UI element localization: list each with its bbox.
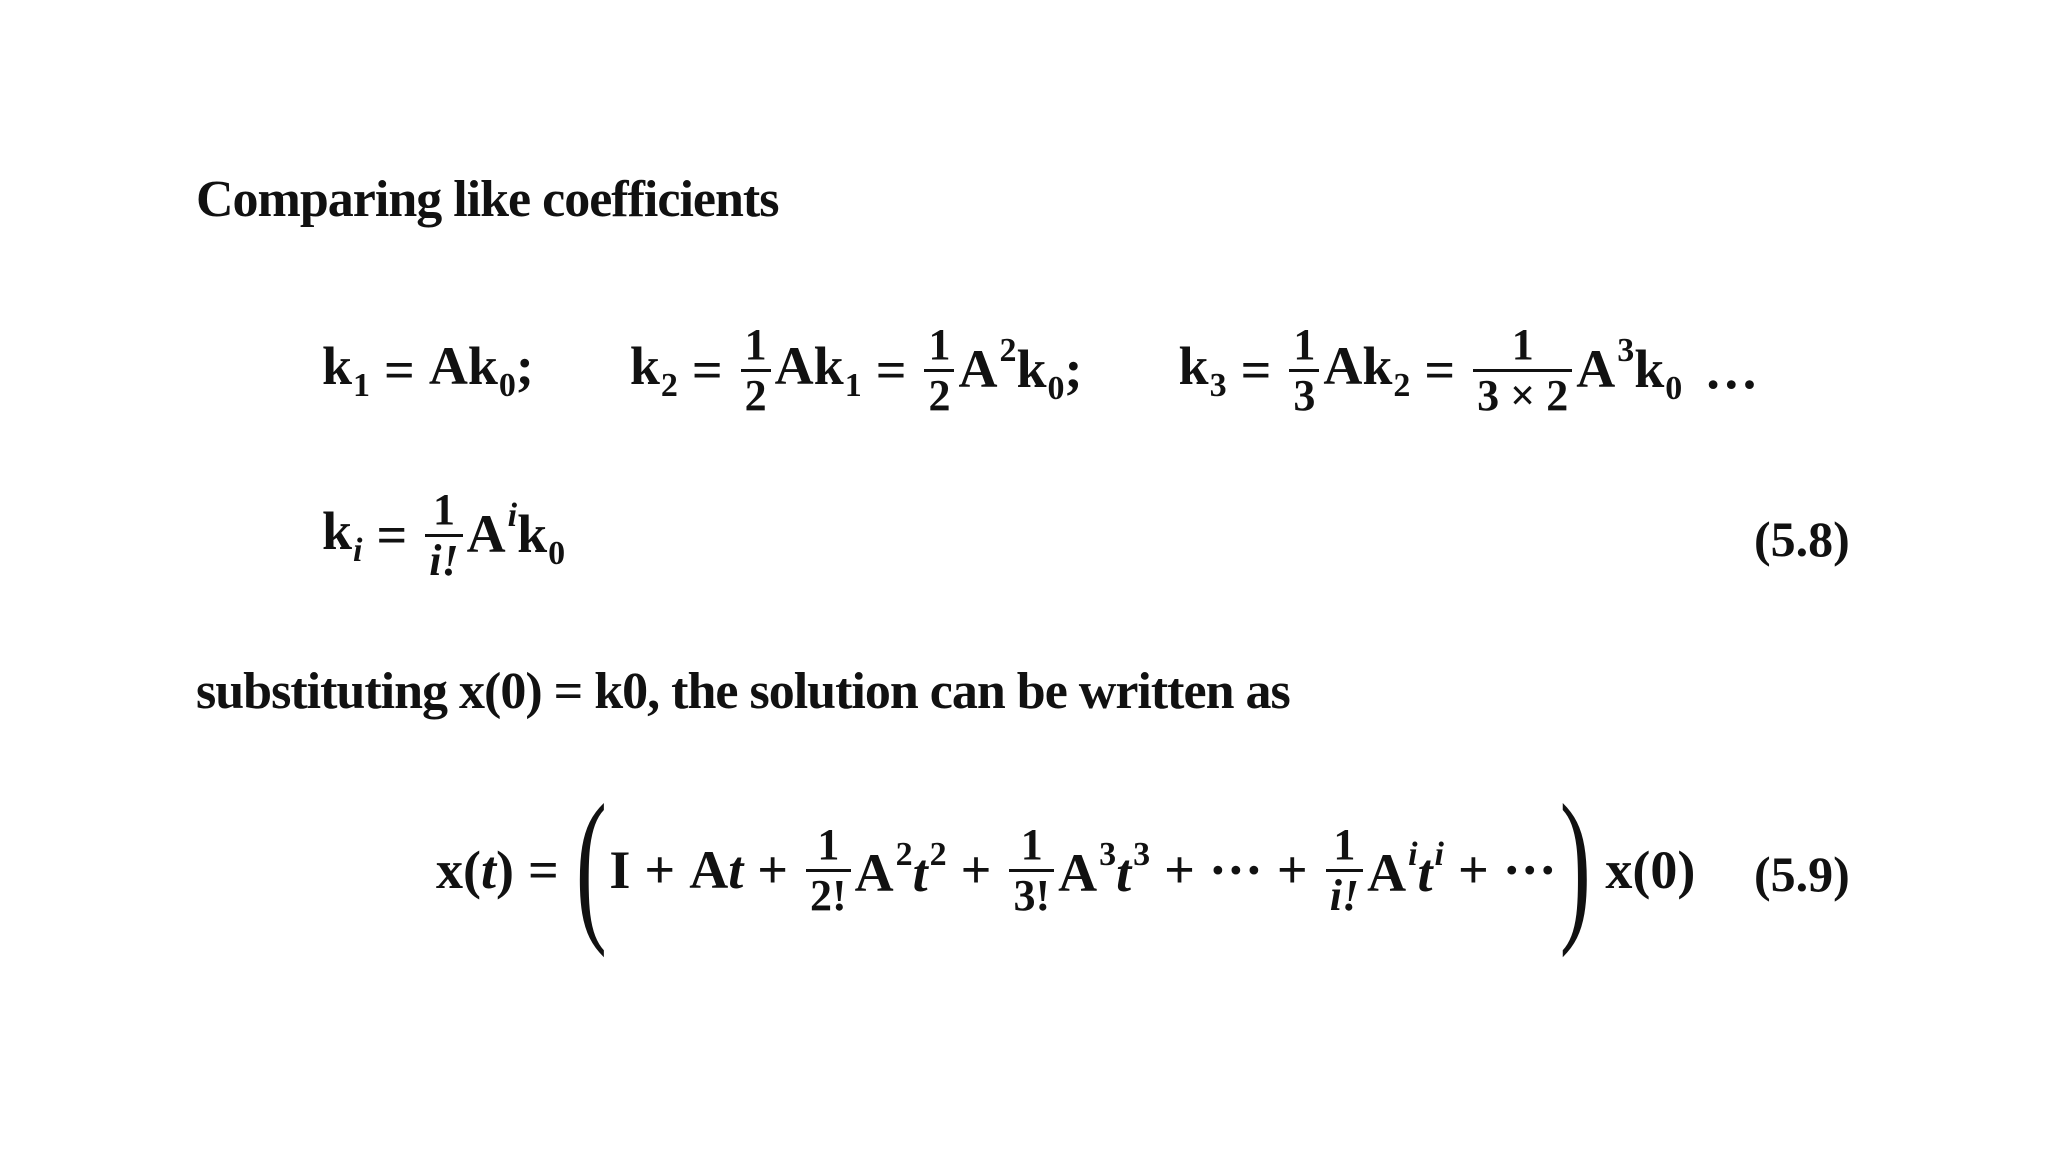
x-of-zero: x(0) [1605, 840, 1696, 900]
plus-sign: + [1276, 840, 1308, 900]
plus-sign: + [960, 840, 992, 900]
a3-t3-term: $A^3t^3$ [1058, 836, 1151, 903]
k3-symbol: $k_3$ [1178, 336, 1227, 404]
fraction-one-over-3x2: $\frac{1}{3 \times 2}$ [1473, 323, 1572, 418]
plus-sign: + [1164, 840, 1195, 900]
right-paren: ) [1559, 770, 1591, 958]
equals-sign: = [376, 505, 408, 565]
plus-sign: + [757, 840, 788, 900]
a-power-i-k0-term: $A^ik_0$ [466, 497, 566, 572]
equals-sign: = [1240, 340, 1272, 400]
equation-5-8-line-2 [322, 470, 565, 600]
plus-sign: + [644, 840, 676, 900]
k1-symbol: $k_1$ [322, 336, 371, 404]
substitution-text: substituting x(0) = k0, the solution can be written as [196, 663, 1290, 720]
a-squared-k0-term: $A^2k_0$; [958, 332, 1083, 407]
equation-number-5-8: (5.8) [1754, 511, 1850, 567]
fraction-one-over-i-factorial: $\frac{1}{i!}$ [1326, 823, 1363, 918]
equation-number-5-9: (5.9) [1754, 846, 1850, 902]
equals-sign: = [1424, 340, 1456, 400]
fraction-one-over-i-factorial: $\frac{1}{i!}$ [425, 488, 462, 583]
plus-sign: + [1457, 840, 1489, 900]
fraction-one-half: $\frac{1}{2}$ [924, 323, 954, 418]
equals-sign: = [384, 340, 415, 400]
a-k2-term: $Ak_2$ [1323, 336, 1411, 404]
a2-t2-term: $A^2t^2$ [854, 836, 947, 903]
equals-sign: = [875, 340, 907, 400]
a-k0-term: $Ak_0$; [428, 336, 534, 404]
equation-5-8-line-1 [322, 300, 1758, 440]
fraction-one-over-3-factorial: $\frac{1}{3!}$ [1009, 823, 1054, 918]
ai-ti-term: $A^it^i$ [1367, 836, 1444, 903]
equation-5-9 [436, 770, 1696, 960]
a-t-term: At [689, 840, 744, 900]
center-dots: ··· [1502, 840, 1557, 900]
equals-sign: = [527, 840, 559, 900]
intro-text: Comparing like coefficients [196, 171, 779, 228]
k2-symbol: $k_2$ [629, 336, 678, 404]
identity-matrix: I [609, 840, 631, 900]
fraction-one-half: $\frac{1}{2}$ [741, 323, 771, 418]
fraction-one-over-2-factorial: $\frac{1}{2!}$ [806, 823, 851, 918]
ellipsis: … [1704, 340, 1759, 400]
x-of-t: x(t) [436, 840, 514, 900]
a-k1-term: $Ak_1$ [774, 336, 862, 404]
a-cubed-k0-term: $A^3k_0$ [1576, 332, 1683, 407]
ki-symbol: $k_i$ [322, 501, 363, 569]
center-dots: ··· [1208, 840, 1263, 900]
equals-sign: = [691, 340, 723, 400]
left-paren: ( [575, 770, 607, 958]
fraction-one-third: $\frac{1}{3}$ [1289, 323, 1319, 418]
